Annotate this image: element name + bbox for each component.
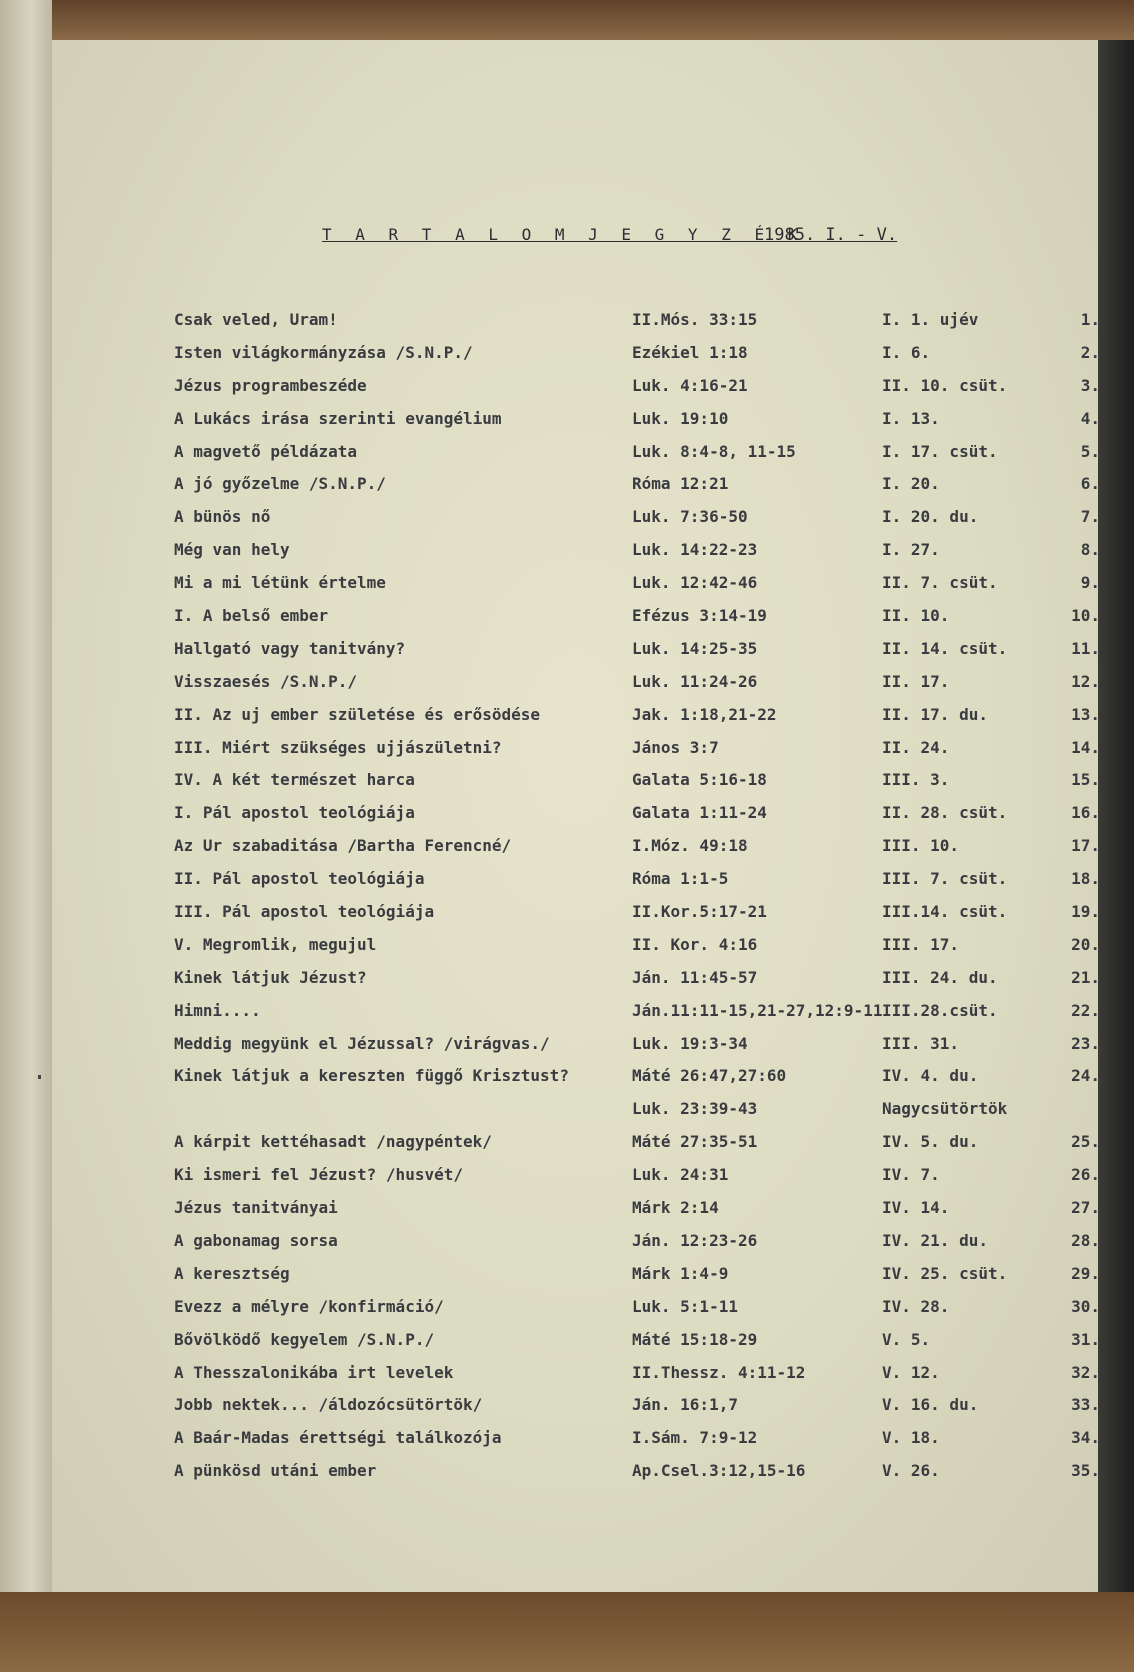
entry-reference: Máté 26:47,27:60	[632, 1066, 787, 1086]
entry-reference: II. Kor. 4:16	[632, 934, 758, 954]
entry-date: V. 26.	[882, 1461, 940, 1481]
entry-reference: I.Sám. 7:9-12	[632, 1428, 758, 1448]
entry-number: 28.	[1071, 1230, 1100, 1250]
entry-reference: Luk. 4:16-21	[632, 375, 748, 395]
entry-number: 6.	[1080, 474, 1100, 494]
toc-entry	[162, 704, 1100, 738]
entry-date: II. 10.	[882, 606, 950, 626]
entry-number: 34.	[1071, 1428, 1100, 1448]
entry-number: 3.	[1080, 375, 1100, 395]
entry-number: 24.	[1071, 1066, 1100, 1086]
entry-title: Jobb nektek... /áldozócsütörtök/	[174, 1395, 483, 1415]
entry-date: IV. 25. csüt.	[882, 1263, 1008, 1283]
entry-reference: II.Thessz. 4:11-12	[632, 1362, 806, 1382]
entry-number: 2.	[1080, 342, 1100, 362]
entry-reference: I.Móz. 49:18	[632, 836, 748, 856]
entry-reference: II.Kor.5:17-21	[632, 902, 767, 922]
entry-reference: Máté 15:18-29	[632, 1329, 758, 1349]
entry-number: 33.	[1071, 1395, 1100, 1415]
entry-reference: Luk. 7:36-50	[632, 507, 748, 527]
entry-title: III. Pál apostol teológiája	[174, 902, 435, 922]
entry-reference: Efézus 3:14-19	[632, 606, 767, 626]
entry-title: Bővölködő kegyelem /S.N.P./	[174, 1329, 435, 1349]
toc-entry	[162, 441, 1100, 475]
entry-title: A jó győzelme /S.N.P./	[174, 474, 386, 494]
entry-reference: Jak. 1:18,21-22	[632, 704, 777, 724]
entry-date: IV. 7.	[882, 1165, 940, 1185]
toc-entry	[162, 1428, 1100, 1461]
entry-reference: Luk. 5:1-11	[632, 1296, 738, 1316]
entry-number: 20.	[1071, 934, 1100, 954]
entry-number: 27.	[1071, 1198, 1100, 1218]
entry-title: Kinek látjuk Jézust?	[174, 967, 367, 987]
entry-number: 7.	[1080, 507, 1100, 527]
entry-date: IV. 21. du.	[882, 1230, 988, 1250]
entry-number: 23.	[1071, 1033, 1100, 1053]
entry-reference: Luk. 14:22-23	[632, 540, 758, 560]
entry-reference: Róma 12:21	[632, 474, 729, 494]
entry-date: III. 7. csüt.	[882, 869, 1008, 889]
entry-date: II. 7. csüt.	[882, 573, 998, 593]
entry-number: 19.	[1071, 902, 1100, 922]
entry-title: Evezz a mélyre /konfirmáció/	[174, 1296, 444, 1316]
entry-title: II. Az uj ember születése és erősödése	[174, 704, 541, 724]
date-range: 1985. I. - V.	[764, 225, 898, 245]
entry-number: 10.	[1071, 606, 1100, 626]
entry-number: 12.	[1071, 671, 1100, 691]
toc-entry	[162, 474, 1100, 507]
entry-title: Jézus tanitványai	[174, 1198, 338, 1218]
entry-date: II. 17. du.	[882, 704, 988, 724]
entry-reference: Ján.11:11-15,21-27,12:9-11	[632, 1000, 883, 1020]
entry-date: I. 20.	[882, 474, 940, 494]
toc-entry	[162, 1395, 1100, 1428]
entry-title: Az Ur szabaditása /Bartha Ferencné/	[174, 836, 512, 856]
entry-date: III. 3.	[882, 770, 950, 790]
entry-title: I. A belső ember	[174, 606, 329, 626]
toc-entry	[162, 540, 1100, 573]
entry-title: A Lukács irása szerinti evangélium	[174, 408, 502, 428]
entry-number: 8.	[1080, 540, 1100, 560]
toc-entry	[162, 967, 1100, 1001]
entry-date: III.28.csüt.	[882, 1000, 998, 1020]
toc-entry	[162, 737, 1100, 771]
toc-list	[162, 310, 1100, 1494]
entry-date: IV. 28.	[882, 1296, 950, 1316]
entry-title: II. Pál apostol teológiája	[174, 869, 425, 889]
entry-date: I. 6.	[882, 342, 931, 362]
entry-reference: Luk. 24:31	[632, 1165, 729, 1185]
entry-title: A Thesszalonikába irt levelek	[174, 1362, 454, 1382]
entry-date: IV. 4. du.	[882, 1066, 979, 1086]
entry-reference: Ezékiel 1:18	[632, 342, 748, 362]
entry-title: Visszaesés /S.N.P./	[174, 671, 358, 691]
toc-entry	[162, 803, 1100, 836]
toc-entry	[162, 1362, 1100, 1396]
entry-title: Jézus programbeszéde	[174, 375, 367, 395]
toc-entry	[162, 606, 1100, 639]
entry-number: 1.	[1080, 310, 1100, 329]
entry-reference: János 3:7	[632, 737, 719, 757]
entry-number: 22.	[1071, 1000, 1100, 1020]
entry-number: 11.	[1071, 638, 1100, 658]
entry-reference: Luk. 8:4-8, 11-15	[632, 441, 796, 461]
desk-surface-top	[0, 0, 1134, 40]
entry-number: 15.	[1071, 770, 1100, 790]
toc-entry	[162, 1461, 1100, 1494]
entry-title: A bünös nő	[174, 507, 271, 527]
entry-date: III. 17.	[882, 934, 960, 954]
entry-number: 35.	[1071, 1461, 1100, 1481]
entry-title: A kárpit kettéhasadt /nagypéntek/	[174, 1132, 492, 1152]
toc-entry	[162, 1000, 1100, 1034]
entry-reference: Márk 2:14	[632, 1198, 719, 1218]
toc-entry	[162, 902, 1100, 935]
ink-speck	[38, 1075, 41, 1079]
toc-entry	[162, 573, 1100, 606]
page-title: T A R T A L O M J E G Y Z É K	[322, 225, 805, 244]
toc-entry	[162, 1033, 1100, 1067]
toc-entry	[162, 375, 1100, 409]
entry-date: IV. 14.	[882, 1198, 950, 1218]
toc-entry	[162, 869, 1100, 902]
entry-date: V. 12.	[882, 1362, 940, 1382]
entry-title: Ki ismeri fel Jézust? /husvét/	[174, 1165, 463, 1185]
toc-entry	[162, 1230, 1100, 1264]
entry-number: 26.	[1071, 1165, 1100, 1185]
entry-number: 30.	[1071, 1296, 1100, 1316]
entry-number: 5.	[1080, 441, 1100, 461]
entry-reference: Ján. 12:23-26	[632, 1230, 758, 1250]
toc-entry	[162, 507, 1100, 540]
entry-reference: Márk 1:4-9	[632, 1263, 729, 1283]
entry-date: V. 18.	[882, 1428, 940, 1448]
entry-number: 29.	[1071, 1263, 1100, 1283]
entry-reference: Máté 27:35-51	[632, 1132, 758, 1152]
entry-title: A magvető példázata	[174, 441, 358, 461]
toc-entry	[162, 1198, 1100, 1231]
entry-title: III. Miért szükséges ujjászületni?	[174, 737, 502, 757]
toc-entry	[162, 770, 1100, 803]
entry-title: Himni....	[174, 1000, 261, 1020]
entry-date: III. 24. du.	[882, 967, 998, 987]
toc-entry	[162, 310, 1100, 343]
entry-title: Csak veled, Uram!	[174, 310, 338, 329]
toc-entry	[162, 1099, 1088, 1132]
entry-reference: Luk. 19:3-34	[632, 1033, 748, 1053]
entry-reference: Luk. 11:24-26	[632, 671, 758, 691]
toc-entry	[162, 1165, 1100, 1198]
entry-title: V. Megromlik, megujul	[174, 934, 377, 954]
entry-number: 9.	[1080, 573, 1100, 593]
entry-date: III.14. csüt.	[882, 902, 1008, 922]
entry-reference: Ján. 11:45-57	[632, 967, 758, 987]
entry-date: II. 14. csüt.	[882, 638, 1008, 658]
entry-reference: II.Mós. 33:15	[632, 310, 758, 329]
entry-title: A gabonamag sorsa	[174, 1230, 338, 1250]
entry-title: A keresztség	[174, 1263, 290, 1283]
entry-date: III. 10.	[882, 836, 960, 856]
entry-date: III. 31.	[882, 1033, 960, 1053]
page-curl	[0, 0, 52, 1672]
entry-date: I. 17. csüt.	[882, 441, 998, 461]
entry-date: Nagycsütörtök	[882, 1099, 1008, 1119]
toc-entry	[162, 342, 1100, 376]
entry-number: 17.	[1071, 836, 1100, 856]
entry-title: Még van hely	[174, 540, 290, 560]
entry-number: 18.	[1071, 869, 1100, 889]
entry-number: 25.	[1071, 1132, 1100, 1152]
document-page	[52, 40, 1098, 1592]
entry-reference: Galata 1:11-24	[632, 803, 767, 823]
entry-title: I. Pál apostol teológiája	[174, 803, 415, 823]
entry-title: Meddig megyünk el Jézussal? /virágvas./	[174, 1033, 550, 1053]
entry-reference: Luk. 14:25-35	[632, 638, 758, 658]
entry-date: II. 24.	[882, 737, 950, 757]
toc-entry	[162, 934, 1100, 968]
entry-date: I. 20. du.	[882, 507, 979, 527]
desk-surface-bottom	[0, 1592, 1134, 1672]
entry-title: A pünkösd utáni ember	[174, 1461, 377, 1481]
entry-number: 4.	[1080, 408, 1100, 428]
entry-date: V. 16. du.	[882, 1395, 979, 1415]
entry-reference: Ján. 16:1,7	[632, 1395, 738, 1415]
entry-number: 31.	[1071, 1329, 1100, 1349]
toc-entry	[162, 836, 1100, 869]
toc-entry	[162, 671, 1100, 705]
entry-number: 14.	[1071, 737, 1100, 757]
entry-reference: Galata 5:16-18	[632, 770, 767, 790]
entry-reference: Ap.Csel.3:12,15-16	[632, 1461, 806, 1481]
entry-number: 32.	[1071, 1362, 1100, 1382]
entry-reference: Luk. 19:10	[632, 408, 729, 428]
toc-entry	[162, 1329, 1100, 1363]
toc-entry	[162, 1263, 1100, 1297]
entry-date: I. 1. ujév	[882, 310, 979, 329]
entry-date: I. 13.	[882, 408, 940, 428]
entry-date: I. 27.	[882, 540, 940, 560]
toc-entry	[162, 638, 1100, 672]
entry-title: Isten világkormányzása /S.N.P./	[174, 342, 473, 362]
entry-date: II. 28. csüt.	[882, 803, 1008, 823]
entry-date: V. 5.	[882, 1329, 931, 1349]
entry-title: Hallgató vagy tanitvány?	[174, 638, 406, 658]
entry-number: 13.	[1071, 704, 1100, 724]
entry-title: A Baár-Madas érettségi találkozója	[174, 1428, 502, 1448]
entry-title: Mi a mi létünk értelme	[174, 573, 386, 593]
toc-entry	[162, 1296, 1100, 1330]
entry-reference: Luk. 23:39-43	[632, 1099, 758, 1119]
entry-title: IV. A két természet harca	[174, 770, 415, 790]
entry-date: II. 10. csüt.	[882, 375, 1008, 395]
entry-number: 16.	[1071, 803, 1100, 823]
toc-entry	[162, 1132, 1100, 1165]
entry-reference: Luk. 12:42-46	[632, 573, 758, 593]
toc-entry	[162, 1066, 1100, 1099]
entry-number: 21.	[1071, 967, 1100, 987]
entry-reference: Róma 1:1-5	[632, 869, 729, 889]
book-cover-edge	[1098, 40, 1134, 1600]
toc-entry	[162, 408, 1100, 442]
entry-title: Kinek látjuk a kereszten függő Krisztust?	[174, 1066, 569, 1086]
entry-date: II. 17.	[882, 671, 950, 691]
entry-date: IV. 5. du.	[882, 1132, 979, 1152]
